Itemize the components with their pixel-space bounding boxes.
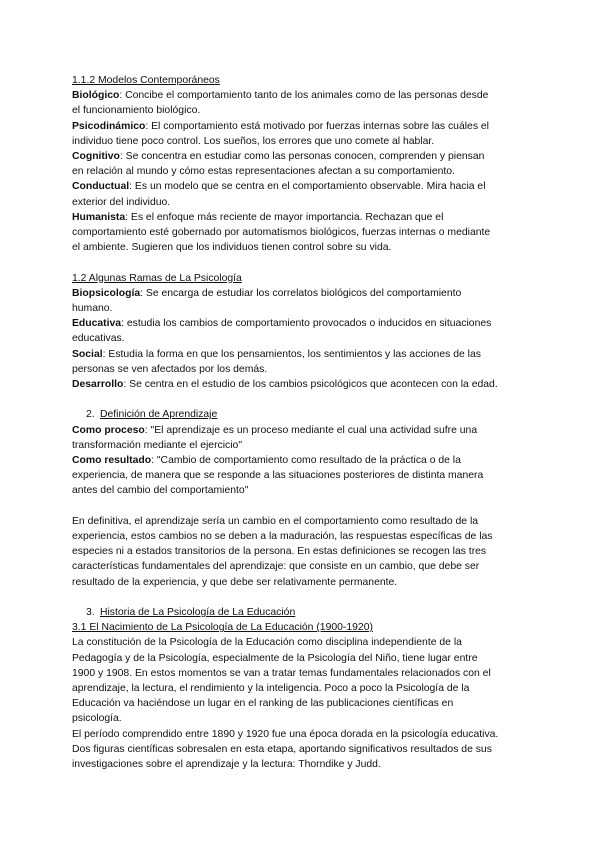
definition-term: Como proceso <box>72 424 145 436</box>
text-line <box>72 134 532 149</box>
text-line: psicología. <box>72 713 122 725</box>
term-separator: : <box>144 424 148 436</box>
section-number-3: 3. <box>86 607 95 619</box>
section-heading-2 <box>72 407 532 422</box>
definitions-list <box>72 423 532 499</box>
term-separator: : <box>119 151 123 163</box>
branch-term: Desarrollo <box>72 379 124 391</box>
model-description: Es un modelo que se centra en el comportamiento observable. Mira hacia el <box>132 181 486 193</box>
text-line: Pedagogía y de la Psicología, especialmente de la Psicología del Niño, tiene lugar entre <box>72 652 478 664</box>
text-line <box>72 179 532 194</box>
model-entry <box>72 179 532 209</box>
definition-description: "El aprendizaje es un proceso mediante el cual una actividad sufre una <box>147 424 478 436</box>
text-line: Educación va haciéndose un lugar en el ranking de las publicaciones científicas en <box>72 698 454 710</box>
definition-description: transformación mediante el ejercicio" <box>72 439 243 451</box>
branch-entry <box>72 286 532 316</box>
branch-description: humano. <box>72 303 113 315</box>
model-entry <box>72 210 532 256</box>
text-line <box>72 195 532 210</box>
text-line: investigaciones sobre el aprendizaje y la lectura: Thorndike y Judd. <box>72 759 381 771</box>
definition-description: antes del cambio del comportamiento" <box>72 485 249 497</box>
text-line <box>72 103 532 118</box>
branch-term: Social <box>72 348 103 360</box>
definition-term: Como resultado <box>72 455 152 467</box>
section-title-3: Historia de La Psicología de La Educación <box>100 607 296 619</box>
text-line: Dos figuras científicas sobresalen en esta etapa, aportando significativos resultados de sus <box>72 743 492 755</box>
text-line <box>72 316 532 331</box>
model-description: Se concentra en estudiar como las personas conocen, comprenden y piensan <box>122 151 485 163</box>
definition-entry <box>72 423 532 453</box>
term-separator: : <box>121 318 124 330</box>
subsection-heading-3-1: 3.1 El Nacimiento de La Psicología de La Educación (1900-1920) <box>72 622 373 634</box>
section-title-2: Definición de Aprendizaje <box>100 409 218 421</box>
learning-summary-paragraph <box>72 514 532 590</box>
text-line: La constitución de la Psicología de la Educación como disciplina independiente de la <box>72 637 462 649</box>
definition-entry <box>72 453 532 499</box>
term-separator: : <box>125 211 129 223</box>
branch-description: Estudia la forma en que los pensamientos, los sentimientos y las acciones de las <box>105 348 481 360</box>
model-description: Es el enfoque más reciente de mayor importancia. Rechazan que el <box>128 211 444 223</box>
text-line <box>72 331 532 346</box>
branch-entry <box>72 316 532 346</box>
text-line <box>72 362 532 377</box>
model-term: Psicodinámico <box>72 120 146 132</box>
branch-description: Se encarga de estudiar los correlatos biológicos del comportamiento <box>143 287 462 299</box>
model-description: el ambiente. Sugieren que los individuos tienen control sobre su vida. <box>72 242 392 254</box>
section-heading-1-2: 1.2 Algunas Ramas de La Psicología <box>72 272 242 284</box>
text-line <box>72 438 532 453</box>
model-description: comportamiento esté gobernado por automatismos biológicos, fuerzas internas o mediante <box>72 227 491 239</box>
branch-entry <box>72 377 532 392</box>
model-description: exterior del individuo. <box>72 196 171 208</box>
text-line: aprendizaje, la lectura, el rendimiento y la inteligencia. Poco a poco la Psicología de la <box>72 683 470 695</box>
term-separator: : <box>123 379 127 391</box>
history-paragraph-1 <box>72 635 532 726</box>
document-page <box>72 73 532 772</box>
text-line <box>72 149 532 164</box>
section-heading-3 <box>72 605 532 620</box>
model-entry <box>72 88 532 118</box>
model-description: en relación al mundo y cómo estas representaciones afectan a su comportamiento. <box>72 166 455 178</box>
model-entry <box>72 149 532 179</box>
text-line <box>72 88 532 103</box>
model-term: Cognitivo <box>72 151 120 163</box>
text-line <box>72 119 532 134</box>
models-list <box>72 88 532 255</box>
model-description: Concibe el comportamiento tanto de los animales como de las personas desde <box>122 90 489 102</box>
text-line <box>72 483 532 498</box>
branch-entry <box>72 347 532 377</box>
text-line <box>72 164 532 179</box>
model-description: El comportamiento está motivado por fuerzas internas sobre las cuáles el <box>148 120 489 132</box>
text-line <box>72 210 532 225</box>
term-separator: : <box>145 120 149 132</box>
definition-description: experiencia, de manera que se responde a las situaciones posteriores de distinta manera <box>72 470 484 482</box>
branch-term: Educativa <box>72 318 122 330</box>
text-line: especies ni a estados transitorios de la persona. En estas definiciones se recogen las tres <box>72 546 487 558</box>
text-line: resultado de la experiencia, y que debe ser relativamente permanente. <box>72 576 398 588</box>
text-line: experiencia, estos cambios no se deben a la maduración, las respuestas específicas de las <box>72 531 493 543</box>
branch-term: Biopsicología <box>72 287 141 299</box>
text-line: En definitiva, el aprendizaje sería un cambio en el comportamiento como resultado de la <box>72 515 479 527</box>
text-line <box>72 423 532 438</box>
text-line <box>72 225 532 240</box>
branch-description: Se centra en el estudio de los cambios psicológicos que acontecen con la edad. <box>126 379 498 391</box>
text-line <box>72 453 532 468</box>
text-line <box>72 468 532 483</box>
section-number-2: 2. <box>86 409 95 421</box>
model-term: Humanista <box>72 211 126 223</box>
term-separator: : <box>151 455 154 467</box>
model-entry <box>72 119 532 149</box>
term-separator: : <box>102 348 106 360</box>
model-description: el funcionamiento biológico. <box>72 105 201 117</box>
branch-description: personas se ven afectados por los demás. <box>72 363 268 375</box>
branch-description: estudia los cambios de comportamiento provocados o inducidos en situaciones <box>123 318 492 330</box>
text-line <box>72 377 532 392</box>
branch-description: educativas. <box>72 333 125 345</box>
text-line <box>72 240 532 255</box>
model-term: Biológico <box>72 90 120 102</box>
model-description: individuo tiene poco control. Los sueños, los errores que uno comete al hablar. <box>72 135 435 147</box>
text-line <box>72 301 532 316</box>
section-heading-1-1-2: 1.1.2 Modelos Contemporáneos <box>72 75 220 86</box>
branches-list <box>72 286 532 392</box>
text-line: 1900 y 1908. En estos momentos se van a tratar temas fundamentales relacionados con el <box>72 667 491 679</box>
term-separator: : <box>129 181 133 193</box>
term-separator: : <box>119 90 123 102</box>
term-separator: : <box>140 287 144 299</box>
model-term: Conductual <box>72 181 130 193</box>
text-line <box>72 347 532 362</box>
text-line: características fundamentales del aprendizaje: que consiste en un cambio, que debe ser <box>72 561 480 573</box>
history-paragraph-2 <box>72 727 532 773</box>
text-line: El período comprendido entre 1890 y 1920 fue una época dorada en la psicología educativa. <box>72 728 499 740</box>
text-line <box>72 286 532 301</box>
definition-description: "Cambio de comportamiento como resultado de la práctica o de la <box>153 455 461 467</box>
